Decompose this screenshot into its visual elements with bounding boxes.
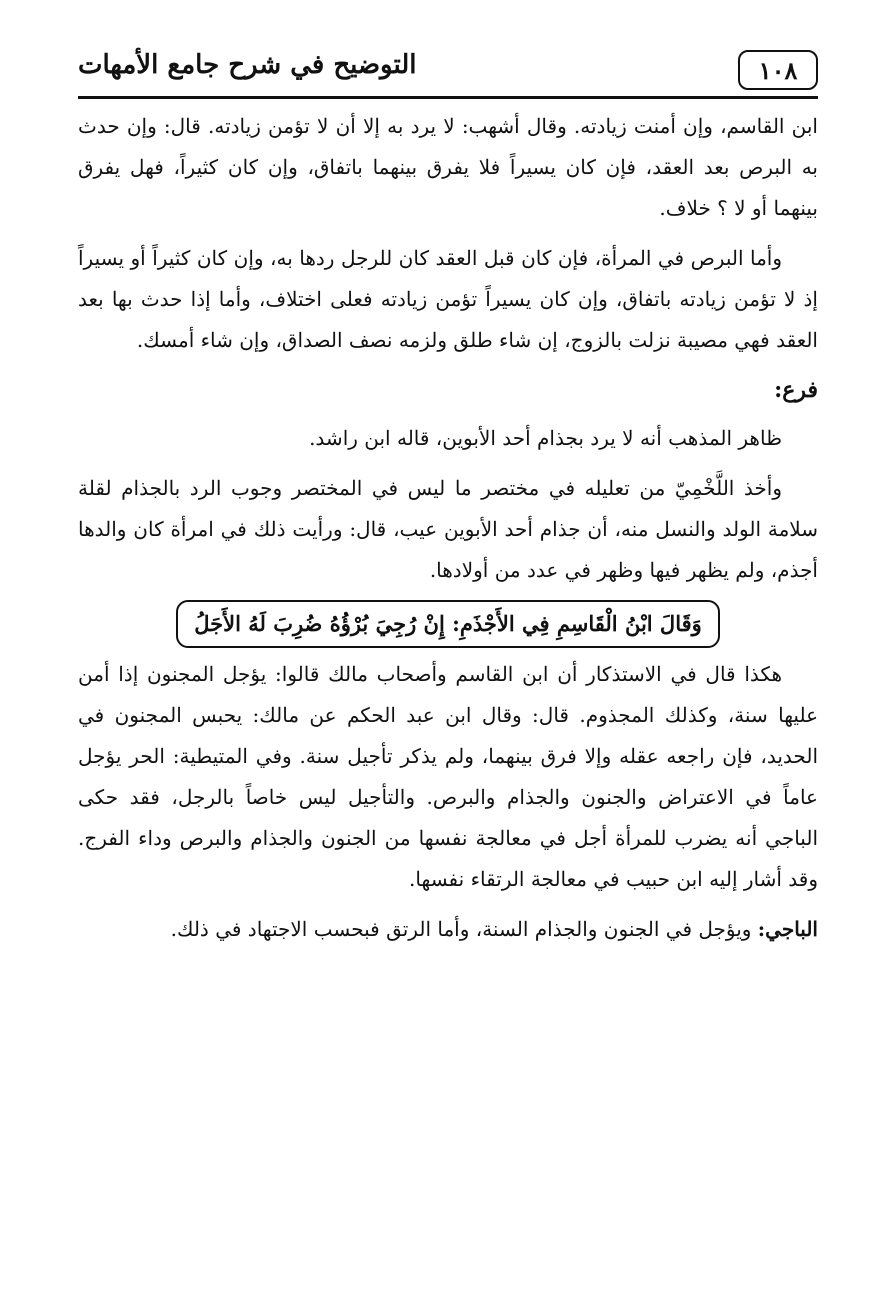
paragraph: ظاهر المذهب أنه لا يرد بجذام أحد الأبوين، قاله ابن راشد. (309, 426, 782, 450)
paragraph: وأخذ اللَّخْمِيّ من تعليله في مختصر ما ليس في المختصر وجوب الرد بالجذام لقلة سلامة الولد والنسل منه، أن جذام أحد الأبوين عيب، قال: ورأيت ذلك في امرأة كان والدها أجذم، ولم يظهر فيها وظهر في عدد من أولادها. (78, 476, 818, 582)
paragraph: ابن القاسم، وإن أمنت زيادته. وقال أشهب: لا يرد به إلا أن لا تؤمن زيادته. قال: وإن حدث به البرص بعد العقد، فإن كان يسيراً فلا يفرق بينهما باتفاق، وإن كان كثيراً، فهل يفرق بينهما أو لا ؟ خلاف. (78, 114, 818, 220)
page-body (78, 106, 818, 959)
page-number: ١٠٨ (758, 55, 798, 85)
lead-word: الباجي: (757, 917, 818, 941)
page-header (78, 46, 818, 96)
section-heading: فرع: (774, 377, 818, 403)
lemma-box: وَقَالَ ابْنُ الْقَاسِمِ فِي الأَجْذَمِ: إِنْ رُجِيَ بُرْؤُهُ ضُرِبَ لَهُ الأَجَلُ (176, 600, 720, 648)
header-rule (78, 96, 818, 99)
lemma-container (78, 600, 818, 648)
final-text: ويؤجل في الجنون والجذام السنة، وأما الرتق فبحسب الاجتهاد في ذلك. (170, 917, 758, 941)
page-number-badge (738, 50, 818, 90)
running-title: التوضيح في شرح جامع الأمهات (78, 50, 417, 80)
final-paragraph (78, 909, 818, 950)
paragraph: هكذا قال في الاستذكار أن ابن القاسم وأصحاب مالك قالوا: يؤجل المجنون إذا أمن عليها سنة، وكذلك المجذوم. قال: وقال ابن عبد الحكم عن مالك: يحبس المجنون في الحديد، فإن راجعه عقله وإلا فرق بينهما، ولم يذكر تأجيل سنة. وفي المتيطية: الحر يؤجل عاماً في الاعتراض والجنون والجذام والبرص. والتأجيل ليس خاصاً بالرجل، فقد حكى الباجي أنه يضرب للمرأة أجل في معالجة نفسها من الجنون والجذام والبرص وداء الفرج. وقد أشار إليه ابن حبيب في معالجة الرتقاء نفسها. (78, 662, 819, 891)
paragraph: وأما البرص في المرأة، فإن كان قبل العقد كان للرجل ردها به، وإن كان كثيراً أو يسيراً إذ لا تؤمن زيادته باتفاق، وإن كان يسيراً تؤمن زيادته فعلى اختلاف، وأما إذا حدث بها بعد العقد فهي مصيبة نزلت بالزوج، إن شاء طلق ولزمه نصف الصداق، وإن شاء أمسك. (78, 246, 818, 352)
